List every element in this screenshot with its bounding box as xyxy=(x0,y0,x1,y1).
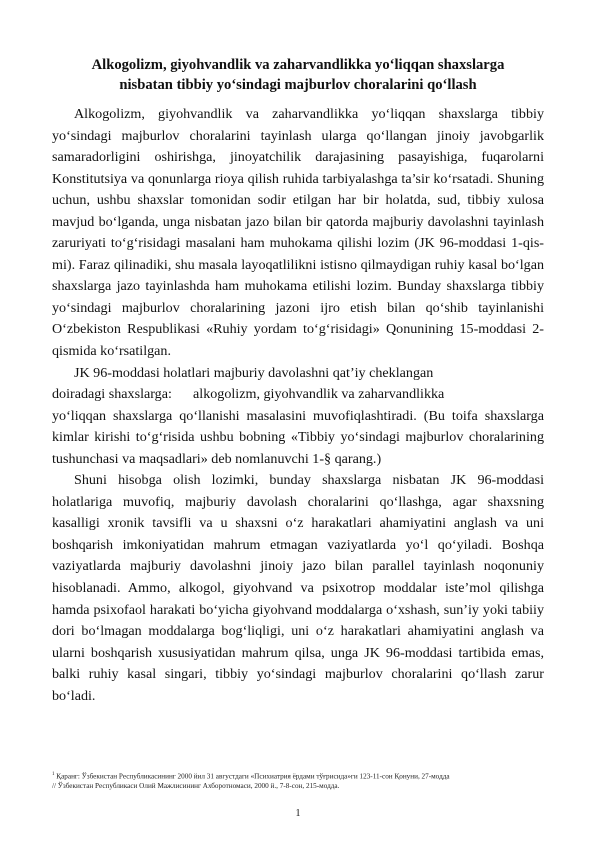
paragraph-3: Shuni hisobga olish lozimki, bunday shaxslarga nisbatan JK 96-moddasi holatlariga muvofiq, majburiy davolash choralarini qo‘llashga, agar shaxsning kasalligi xronik tavsifli va u shaxsni o‘z harakatlari ahamiyatini anglash va uni boshqarish imkoniyatidan mahrum etmagan vaziyatlarda yo‘l qo‘yiladi. Boshqa vaziyatlarda majburiy davolashni jinoiy jazo bilan parallel tayinlash noqonuniy hisoblanadi. Ammo, alkogol, giyohvand va psixotrop moddalar iste’mol qilishga hamda psixofaol harakati bo‘yicha giyohvand moddalarga o‘xshash, sun’iy yoki tabiiy dori bo‘lmagan moddalarga bog‘liqligi, uni o‘z harakatlari ahamiyatini anglash va ularni boshqarish xususiyatidan mahrum qilsa, unga JK 96-moddasi tartibida emas, balki ruhiy kasal singari, tibbiy yo‘sindagi majburlov choralarini qo‘llash zarur bo‘ladi. xyxy=(52,472,544,704)
footnote-marker: 1 xyxy=(52,772,55,777)
title-line-1: Alkogolizm, giyohvandlik va zaharvandlikka yo‘liqqan shaxslarga xyxy=(91,57,505,73)
document-body xyxy=(52,104,544,707)
title-line-2: nisbatan tibbiy yo‘sindagi majburlov choralarini qo‘llash xyxy=(119,76,477,93)
document-title xyxy=(52,56,544,95)
page-number: 1 xyxy=(295,808,301,819)
footnote xyxy=(52,770,552,791)
paragraph-1: Alkogolizm, giyohvandlik va zaharvandlikka yo‘liqqan shaxslarga tibbiy yo‘sindagi majburlov choralarini tayinlash ularga qo‘llangan jinoiy javobgarlik samaradorligini oshirishga, jinoyatchilik darajasining pasayishiga, fuqarolarni Konstitutsiya va qonunlarga rioya qilish ruhida tarbiyalashga ta’sir ko‘rsatadi. Shuning uchun, ushbu shaxslar tomonidan sodir etilgan har bir holatda, sud, tibbiy xulosa mavjud bo‘lganda, unga nisbatan jazo bilan bir qatorda majburiy davolashni tayinlash zaruriyati to‘g‘risidagi masalani ham muhokama qilishi lozim (JK 96-moddasi 1-qis-mi). Faraz qilinadiki, shu masala layoqatlilikni istisno qilmaydigan ruhiy kasal bo‘lgan shaxslarga jazo tayinlashda ham muhokama etilishi lozim. Bunday shaxslarga tibbiy yo‘sindagi majburlov choralarining jazoni ijro etish bilan qo‘shib tayinlanishi O‘zbekiston Respublikasi «Ruhiy yordam to‘g‘risidagi» Qonunining 15-moddasi 2-qismida ko‘rsatilgan. xyxy=(52,106,544,360)
footnote-line-2: // Ўзбекистан Республикаси Олий Мажлисининг Ахборотномаси, 2000 й., 7-8-сон, 215-модда. xyxy=(52,782,340,791)
paragraph-2-rest: yo‘liqqan shaxslarga qo‘llanishi masalasini muvofiqlashtiradi. (Bu toifa shaxslarga kimlar kirishi to‘g‘risida ushbu bobning «Tibbiy yo‘sindagi majburlov choralarining tushunchasi va maqsadlari» deb nomlanuvchi 1-§ qarang.) xyxy=(52,407,544,467)
footnote-text-1: Қаранг: Ўзбекистан Республикасининг 2000 йил 31 августдаги «Психиатрия ёрдами тўғрисида»ги 123-11-сон Қонуни, 27-модда xyxy=(56,772,450,781)
footnote-line-1 xyxy=(52,770,552,781)
paragraph-2-line-2: doiradagi shaxslarga: alkogolizm, giyohvandlik va zaharvandlikka xyxy=(52,386,445,403)
paragraph-2-line-1: JK 96-moddasi holatlari majburiy davolashni qat’iy cheklangan xyxy=(74,364,434,381)
